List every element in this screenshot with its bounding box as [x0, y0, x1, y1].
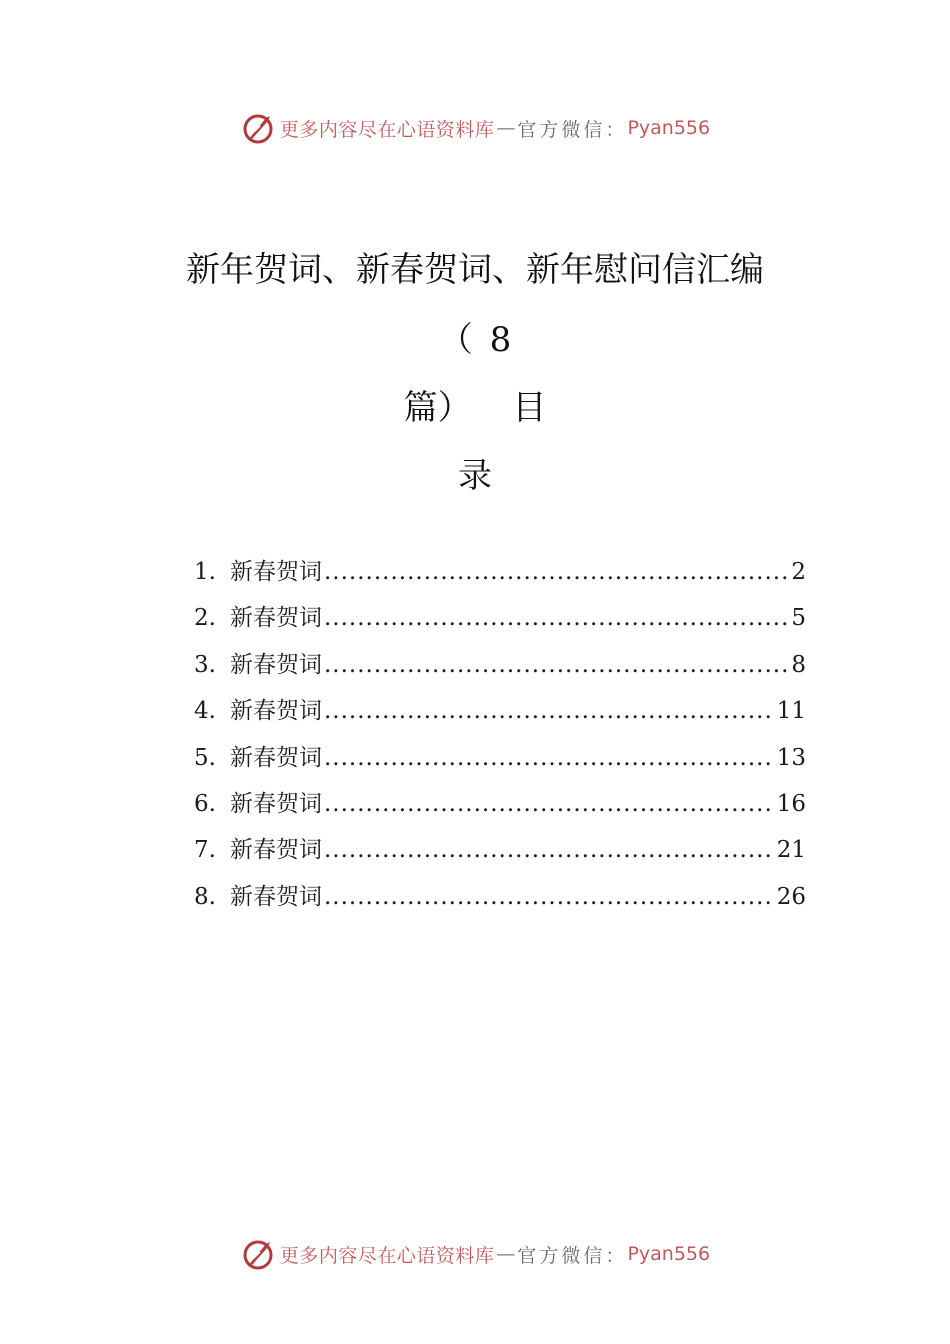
- toc-dot-leader: [324, 698, 775, 724]
- toc-entry-page: 26: [776, 883, 806, 910]
- toc-entry-number: 2.: [194, 605, 216, 632]
- toc-entry-number: 4.: [194, 698, 216, 725]
- toc-entry[interactable]: [194, 878, 806, 924]
- banner-text: 更多内容尽在心语资料库: [279, 1244, 495, 1267]
- toc-entry-number: 7.: [194, 837, 216, 864]
- toc-entry[interactable]: [194, 599, 806, 645]
- title-count-line: [0, 312, 950, 361]
- table-of-contents: [194, 553, 806, 924]
- banner-text: 更多内容尽在心语资料库: [279, 118, 495, 141]
- quill-logo-icon: [240, 110, 276, 146]
- toc-entry-label: 新春贺词: [230, 883, 322, 910]
- toc-entry-label: 新春贺词: [230, 698, 322, 725]
- toc-entry-page: 5: [791, 605, 806, 632]
- toc-entry-number: 5.: [194, 744, 216, 771]
- toc-entry-label: 新春贺词: [230, 837, 322, 864]
- quill-logo-icon: [240, 1236, 276, 1272]
- toc-entry[interactable]: [194, 785, 806, 831]
- footer-banner: [0, 1234, 950, 1274]
- toc-entry[interactable]: [194, 553, 806, 599]
- toc-entry-number: 3.: [194, 651, 216, 678]
- toc-entry-label: 新春贺词: [230, 651, 322, 678]
- toc-dot-leader: [324, 605, 789, 631]
- toc-entry-number: 6.: [194, 790, 216, 817]
- banner-wechat-label: 官方微信：: [517, 1244, 628, 1267]
- banner-wechat-label: 官方微信：: [517, 118, 628, 141]
- header-banner: [0, 108, 950, 148]
- toc-entry[interactable]: [194, 831, 806, 877]
- title-count-unit: 篇）: [403, 388, 472, 428]
- toc-entry-number: 1.: [194, 559, 216, 585]
- toc-heading-part1: 目: [512, 388, 547, 428]
- toc-entry-page: 8: [791, 651, 806, 678]
- toc-dot-leader: [324, 745, 775, 771]
- toc-entry-label: 新春贺词: [230, 744, 322, 771]
- toc-heading-part2: 录: [458, 456, 492, 496]
- title-third-line: [0, 380, 950, 429]
- title-count: 8: [489, 320, 512, 360]
- toc-dot-leader: [324, 652, 789, 678]
- toc-dot-leader: [324, 791, 775, 817]
- banner-wechat-id: Pyan556: [627, 1243, 711, 1265]
- toc-entry[interactable]: [194, 739, 806, 785]
- toc-entry-label: 新春贺词: [230, 790, 322, 817]
- toc-entry-page: 13: [776, 744, 806, 771]
- toc-entry[interactable]: [194, 692, 806, 738]
- toc-dot-leader: [324, 837, 775, 863]
- banner-wechat-id: Pyan556: [627, 117, 711, 139]
- toc-entry-label: 新春贺词: [230, 605, 322, 632]
- toc-entry[interactable]: [194, 646, 806, 692]
- toc-dot-leader: [324, 884, 775, 910]
- toc-entry-page: 21: [776, 837, 806, 864]
- toc-entry-page: 2: [791, 559, 806, 585]
- document-title: 新年贺词、新春贺词、新年慰问信汇编: [186, 250, 764, 290]
- toc-entry-label: 新春贺词: [230, 559, 322, 585]
- title-paren-open: （: [438, 320, 473, 360]
- toc-entry-page: 11: [776, 698, 806, 725]
- toc-dot-leader: [324, 559, 789, 585]
- banner-separator: —: [496, 1243, 516, 1265]
- banner-separator: —: [496, 117, 516, 139]
- toc-entry-number: 8.: [194, 883, 216, 910]
- toc-entry-page: 16: [776, 790, 806, 817]
